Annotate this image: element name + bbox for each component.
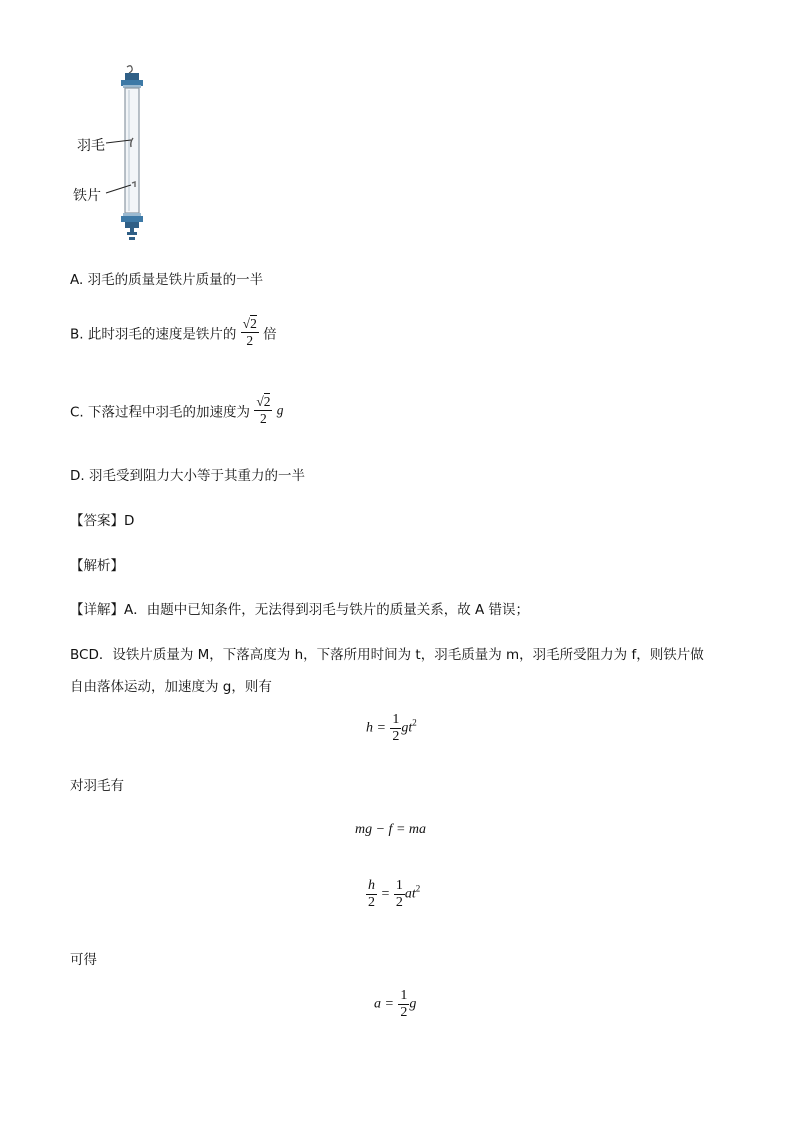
for-feather: 对羽毛有 xyxy=(70,778,124,794)
analysis-heading: 【解析】 xyxy=(70,558,124,574)
answer: 【答案】D xyxy=(70,513,135,529)
iron-label: 铁片 xyxy=(73,188,101,204)
eq4-den: 2 xyxy=(400,1005,408,1020)
fraction-denominator: 2 xyxy=(241,332,259,349)
equation-3 xyxy=(366,878,420,911)
eq4-fraction xyxy=(398,988,409,1021)
eq3-lhs-num: h xyxy=(368,878,375,893)
eq3-rhs-den: 2 xyxy=(395,895,403,910)
option-c-prefix: C. 下落过程中羽毛的加速度为 xyxy=(70,404,251,421)
detail-line-3: 自由落体运动，加速度为 g，则有 xyxy=(70,679,272,695)
eq1-rhs: gt xyxy=(401,720,413,736)
eq3-equals: = xyxy=(381,886,390,902)
option-a: A. 羽毛的质量是铁片质量的一半 xyxy=(70,272,264,288)
eq3-lhs-fraction xyxy=(366,878,377,911)
eq3-lhs-den: 2 xyxy=(368,895,375,910)
eq4-rhs: g xyxy=(409,996,417,1012)
feather-label: 羽毛 xyxy=(77,138,105,154)
eq1-exponent: 2 xyxy=(412,717,417,728)
eq4-num: 1 xyxy=(400,988,408,1003)
detail-line-1: 【详解】A．由题中已知条件，无法得到羽毛与铁片的质量关系，故 A 错误； xyxy=(70,602,530,618)
option-c-fraction xyxy=(254,394,272,427)
option-c xyxy=(70,394,284,427)
eq1-den: 2 xyxy=(392,729,400,744)
eq1-lhs: h = xyxy=(366,720,386,736)
option-b-suffix: 倍 xyxy=(263,326,277,343)
equation-2: mg − f = ma xyxy=(355,822,427,837)
therefore: 可得 xyxy=(70,952,97,968)
eq1-num: 1 xyxy=(392,712,400,727)
equation-1 xyxy=(366,712,417,745)
eq3-rhs-fraction xyxy=(394,878,405,911)
eq3-rhs: at xyxy=(404,886,416,902)
eq1-fraction xyxy=(390,712,401,745)
sqrt-radicand: 2 xyxy=(250,316,257,331)
eq3-rhs-num: 1 xyxy=(395,878,403,893)
option-c-g: g xyxy=(276,402,284,418)
eq3-exponent: 2 xyxy=(415,883,421,894)
option-d: D. 羽毛受到阻力大小等于其重力的一半 xyxy=(70,468,305,484)
eq4-lhs: a = xyxy=(374,996,394,1012)
equation-4 xyxy=(374,988,416,1021)
sqrt-sign: √ xyxy=(256,394,264,409)
fraction-denominator: 2 xyxy=(254,410,272,427)
option-b-prefix: B. 此时羽毛的速度是铁片的 xyxy=(70,326,237,343)
sqrt-radicand: 2 xyxy=(263,394,271,409)
option-b xyxy=(70,316,277,349)
detail-line-2: BCD．设铁片质量为 M，下落高度为 h，下落所用时间为 t，羽毛质量为 m，羽毛所受阻力为 f，则铁片做 xyxy=(70,647,704,663)
sqrt-sign: √ xyxy=(242,316,251,331)
option-b-fraction xyxy=(241,316,259,349)
